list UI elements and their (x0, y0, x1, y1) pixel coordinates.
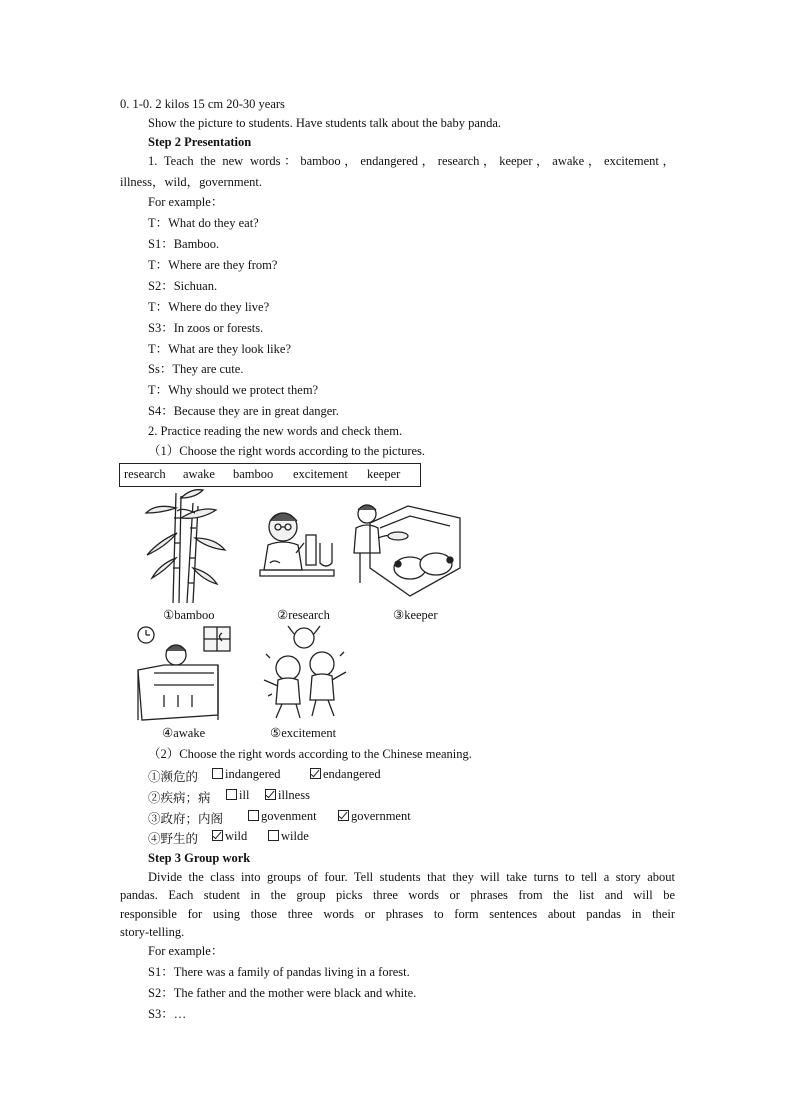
choice-option-text: wild (225, 829, 248, 843)
dialogue-line: S2：Sichuan. (148, 279, 218, 293)
choice-option[interactable] (226, 788, 249, 803)
checkbox-icon[interactable] (248, 810, 259, 821)
dialogue-line: S4：Because they are in great danger. (148, 404, 339, 418)
word-box-item: excitement (293, 467, 348, 481)
checkmark-icon[interactable] (212, 830, 223, 841)
excitement-illustration (258, 624, 354, 722)
stats-line: 0. 1-0. 2 kilos 15 cm 20-30 years (120, 97, 285, 111)
checkmark-icon[interactable] (310, 768, 321, 779)
step3-heading: Step 3 Group work (148, 851, 251, 865)
picture-label-keeper: ③keeper (393, 608, 438, 622)
for-example-label-2: For example： (148, 944, 224, 958)
word-box (119, 463, 421, 487)
for-example-label: For example： (148, 195, 224, 209)
choice-chinese: ③政府；内阁 (148, 812, 224, 826)
checkbox-icon[interactable] (268, 830, 279, 841)
show-picture-line: Show the picture to students. Have students talk about the baby panda. (148, 116, 502, 130)
checkmark-icon[interactable] (265, 789, 276, 800)
checkmark-icon[interactable] (338, 810, 349, 821)
picture-label-bamboo: ①bamboo (163, 608, 215, 622)
dialogue-line: T：What do they eat? (148, 216, 259, 230)
choice-option[interactable] (248, 809, 317, 824)
story-line: S2：The father and the mother were black and white. (148, 986, 417, 1000)
keeper-illustration (350, 498, 462, 598)
choice-option[interactable] (268, 829, 309, 844)
checkbox-icon[interactable] (226, 789, 237, 800)
choice-option[interactable] (310, 767, 381, 782)
dialogue-line: S3：In zoos or forests. (148, 321, 264, 335)
word-box-item: research (124, 467, 166, 481)
word-box-item: bamboo (233, 467, 274, 481)
bamboo-illustration (143, 488, 229, 603)
dialogue-line: Ss：They are cute. (148, 362, 244, 376)
choice-chinese: ①濒危的 (148, 770, 199, 784)
teach-words-line1: 1. Teach the new words：bamboo，endangered，research，keeper，awake，excitement， (148, 154, 675, 168)
step2-heading: Step 2 Presentation (148, 135, 252, 149)
choice-row (148, 767, 198, 785)
choice-option-text: indangered (225, 767, 281, 781)
dialogue-line: T：Why should we protect them? (148, 383, 319, 397)
picture-label-research: ②research (277, 608, 330, 622)
story-line: S1：There was a family of pandas living in a forest. (148, 965, 410, 979)
group-paragraph-line: responsible for using those three words or phrases to form sentences about pandas in their (120, 907, 675, 921)
choice-row (148, 829, 198, 847)
choice-option-text: wilde (281, 829, 309, 843)
dialogue-line: T：What are they look like? (148, 342, 291, 356)
picture-label-awake: ④awake (162, 726, 206, 740)
group-paragraph-line: Divide the class into groups of four. Tell students that they will take turns to tell a story about (148, 870, 675, 884)
dialogue-line: S1：Bamboo. (148, 237, 220, 251)
choice-chinese: ④野生的 (148, 832, 199, 846)
group-paragraph-line: pandas. Each student in the group picks three words or phrases from the list and will be (120, 888, 675, 902)
word-box-item: keeper (367, 467, 401, 481)
checkbox-icon[interactable] (212, 768, 223, 779)
task2-instruction: （2）Choose the right words according to the Chinese meaning. (148, 747, 472, 761)
dialogue-line: T：Where are they from? (148, 258, 278, 272)
choice-option-text: government (351, 809, 411, 823)
dialogue-line: T：Where do they live? (148, 300, 270, 314)
choice-option-text: ill (239, 788, 250, 802)
choice-option-text: govenment (261, 809, 317, 823)
task1-instruction: （1）Choose the right words according to the pictures. (148, 444, 426, 458)
choice-option[interactable] (338, 809, 411, 824)
choice-row (148, 809, 223, 827)
teach-words-line2: illness，wild，government. (120, 175, 262, 189)
choice-row (148, 788, 211, 806)
word-box-item: awake (183, 467, 215, 481)
research-illustration (256, 505, 338, 585)
group-paragraph-line: story-telling. (120, 925, 185, 939)
choice-option[interactable] (212, 767, 281, 782)
choice-option-text: illness (278, 788, 310, 802)
awake-illustration (134, 625, 234, 722)
picture-label-excitement: ⑤excitement (270, 726, 337, 740)
choice-chinese: ②疾病；病 (148, 791, 211, 805)
choice-option-text: endangered (323, 767, 381, 781)
practice-line: 2. Practice reading the new words and check them. (148, 424, 403, 438)
choice-option[interactable] (265, 788, 310, 803)
story-line: S3：… (148, 1007, 187, 1021)
choice-option[interactable] (212, 829, 247, 844)
